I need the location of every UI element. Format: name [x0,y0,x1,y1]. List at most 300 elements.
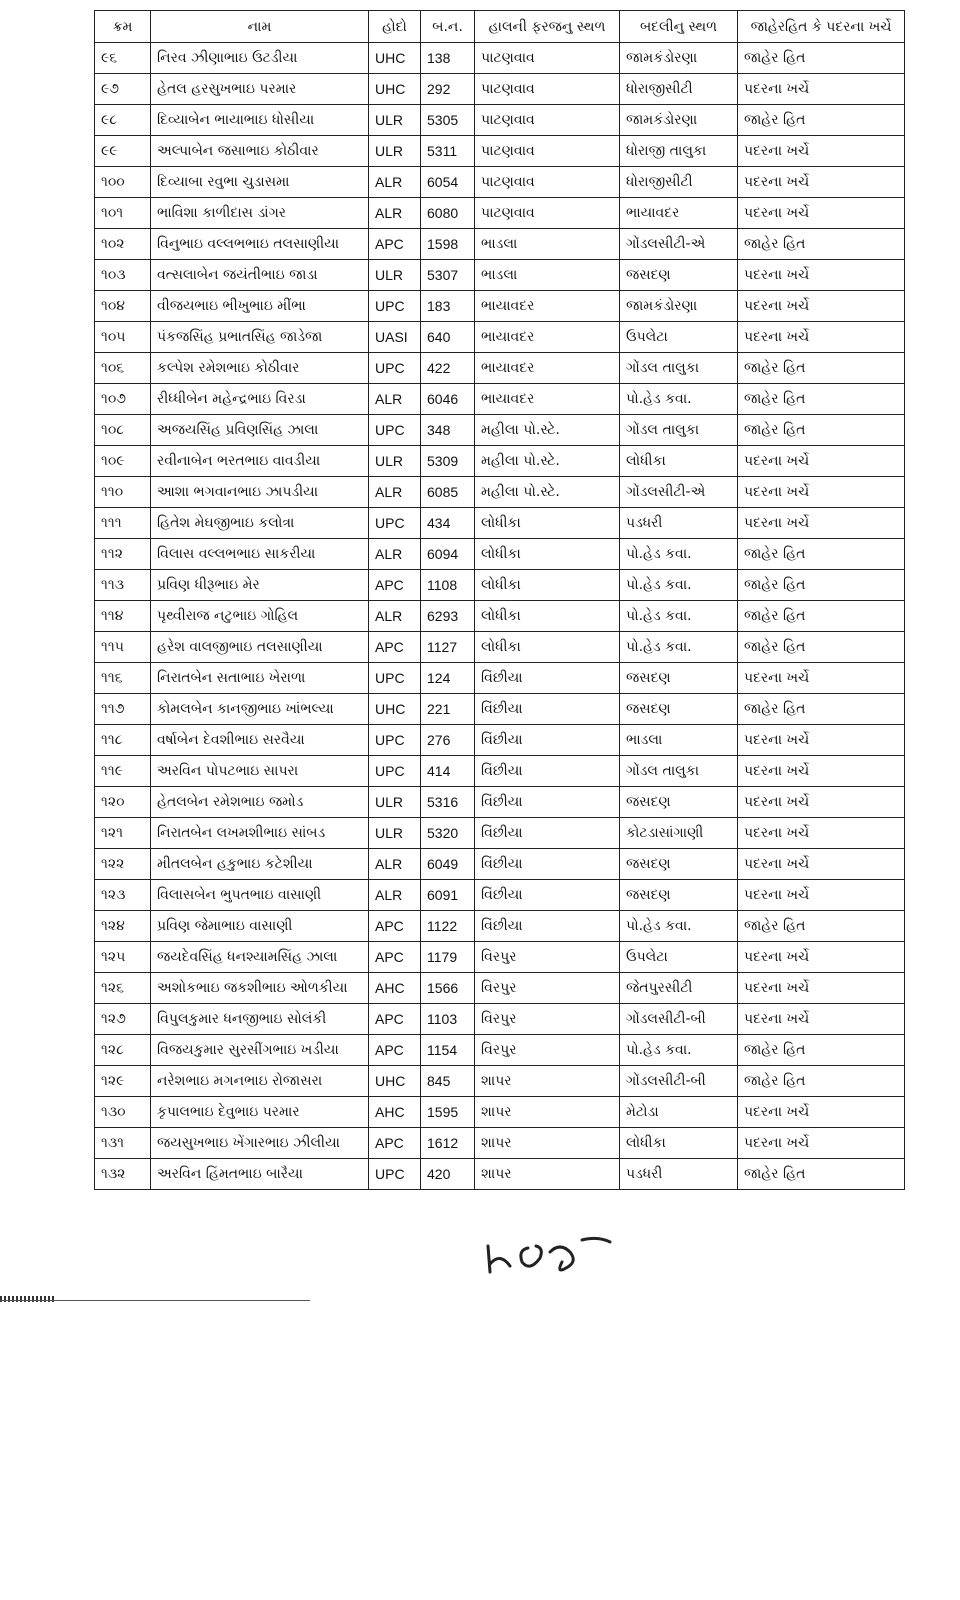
cell-name: મીતલબેન હકુભાઇ કટેશીયા [151,849,369,880]
cell-transfer-place: ગોંડલ તાલુકા [620,415,738,446]
cell-current-posting: પાટણવાવ [475,136,620,167]
table-row [95,880,905,911]
cell-transfer-basis: જાહેર હિત [738,632,905,663]
cell-serial: ૧૦૩ [95,260,151,291]
cell-designation: ULR [369,260,421,291]
footer-rule [0,1300,310,1301]
cell-current-posting: પાટણવાવ [475,198,620,229]
cell-current-posting: ભાયાવદર [475,291,620,322]
transfer-list-sheet [94,10,904,1190]
cell-buckle-number: 1179 [421,942,475,973]
cell-transfer-basis: પદરના ખર્ચે [738,756,905,787]
cell-name: જયસુખભાઇ ખેંગારભાઇ ઝીલીયા [151,1128,369,1159]
cell-serial: ૯૭ [95,74,151,105]
table-row [95,570,905,601]
cell-designation: UHC [369,43,421,74]
cell-buckle-number: 6091 [421,880,475,911]
cell-transfer-place: મેટોડા [620,1097,738,1128]
cell-buckle-number: 6049 [421,849,475,880]
cell-name: વિપુલકુમાર ધનજીભાઇ સોલંકી [151,1004,369,1035]
cell-buckle-number: 1598 [421,229,475,260]
cell-designation: ULR [369,446,421,477]
cell-current-posting: ભાયાવદર [475,384,620,415]
cell-serial: ૧૧૬ [95,663,151,694]
cell-current-posting: શાપર [475,1159,620,1190]
cell-serial: ૧૩૦ [95,1097,151,1128]
cell-transfer-basis: જાહેર હિત [738,1066,905,1097]
cell-designation: UHC [369,1066,421,1097]
cell-transfer-place: પો.હેડ કવા. [620,632,738,663]
cell-serial: ૧૦૨ [95,229,151,260]
cell-serial: ૧૦૦ [95,167,151,198]
cell-name: હેતલબેન રમેશભાઇ જમોડ [151,787,369,818]
scan-barcode-mark [0,1296,56,1302]
cell-buckle-number: 124 [421,663,475,694]
cell-current-posting: ભાયાવદર [475,353,620,384]
table-row [95,942,905,973]
cell-transfer-place: ધોરાજીસીટી [620,74,738,105]
cell-buckle-number: 5311 [421,136,475,167]
cell-designation: APC [369,1004,421,1035]
cell-transfer-place: પો.હેડ કવા. [620,601,738,632]
table-body [95,43,905,1190]
cell-name: પંકજસિંહ પ્રભાતસિંહ જાડેજા [151,322,369,353]
cell-name: કૃપાલભાઇ દેવુભાઇ પરમાર [151,1097,369,1128]
table-row [95,973,905,1004]
cell-current-posting: શાપર [475,1128,620,1159]
cell-transfer-place: જસદણ [620,880,738,911]
cell-designation: ULR [369,818,421,849]
table-row [95,74,905,105]
cell-name: વીજયભાઇ ભીખુભાઇ મીંભા [151,291,369,322]
cell-current-posting: વિંછીયા [475,725,620,756]
cell-current-posting: વિંછીયા [475,787,620,818]
cell-transfer-basis: પદરના ખર્ચે [738,508,905,539]
cell-serial: ૯૬ [95,43,151,74]
cell-designation: ALR [369,601,421,632]
header-transfer-place: બદલીનુ સ્થળ [620,11,738,43]
cell-current-posting: લોધીકા [475,632,620,663]
table-row [95,1066,905,1097]
cell-transfer-basis: પદરના ખર્ચે [738,880,905,911]
cell-designation: UPC [369,756,421,787]
cell-buckle-number: 1612 [421,1128,475,1159]
cell-transfer-basis: જાહેર હિત [738,105,905,136]
cell-serial: ૧૦૭ [95,384,151,415]
table-row [95,601,905,632]
cell-transfer-basis: જાહેર હિત [738,1159,905,1190]
cell-current-posting: વિંછીયા [475,880,620,911]
cell-transfer-place: જસદણ [620,663,738,694]
cell-current-posting: લોધીકા [475,508,620,539]
cell-current-posting: પાટણવાવ [475,43,620,74]
table-row [95,260,905,291]
cell-buckle-number: 6080 [421,198,475,229]
cell-current-posting: મહીલા પો.સ્ટે. [475,477,620,508]
cell-transfer-basis: જાહેર હિત [738,911,905,942]
cell-buckle-number: 5307 [421,260,475,291]
cell-transfer-place: જામકંડોરણા [620,291,738,322]
cell-buckle-number: 348 [421,415,475,446]
cell-current-posting: લોધીકા [475,539,620,570]
cell-current-posting: ભાડલા [475,260,620,291]
cell-designation: ALR [369,167,421,198]
cell-name: દિવ્યાબા રવુભા ચુડાસમા [151,167,369,198]
cell-transfer-place: લોધીકા [620,446,738,477]
table-row [95,167,905,198]
table-row [95,477,905,508]
cell-buckle-number: 6046 [421,384,475,415]
table-row [95,1004,905,1035]
cell-current-posting: વિંછીયા [475,756,620,787]
table-row [95,1128,905,1159]
cell-current-posting: વિંછીયા [475,694,620,725]
cell-transfer-basis: જાહેર હિત [738,601,905,632]
table-row [95,694,905,725]
cell-transfer-basis: જાહેર હિત [738,539,905,570]
cell-current-posting: લોધીકા [475,601,620,632]
transfer-table [94,10,905,1190]
table-row [95,849,905,880]
cell-buckle-number: 6293 [421,601,475,632]
table-row [95,43,905,74]
cell-buckle-number: 1127 [421,632,475,663]
cell-name: વત્સલાબેન જયંતીભાઇ જાડા [151,260,369,291]
cell-designation: ALR [369,849,421,880]
cell-buckle-number: 5316 [421,787,475,818]
cell-name: ભાવિશા કાળીદાસ ડાંગર [151,198,369,229]
cell-designation: UASI [369,322,421,353]
cell-designation: ALR [369,198,421,229]
cell-serial: ૧૦૮ [95,415,151,446]
cell-name: પૃથ્વીરાજ નટુભાઇ ગોહિલ [151,601,369,632]
cell-transfer-basis: પદરના ખર્ચે [738,942,905,973]
table-header-row [95,11,905,43]
cell-transfer-place: ઉપલેટા [620,322,738,353]
cell-name: અરવિન હિંમતભાઇ બારૈયા [151,1159,369,1190]
cell-transfer-place: ગોંડલસીટી-બી [620,1004,738,1035]
cell-name: અજયસિંહ પ્રવિણસિંહ ઝાલા [151,415,369,446]
cell-transfer-basis: જાહેર હિત [738,353,905,384]
cell-designation: APC [369,229,421,260]
cell-transfer-place: પો.હેડ કવા. [620,570,738,601]
cell-serial: ૧૨૭ [95,1004,151,1035]
cell-serial: ૧૨૬ [95,973,151,1004]
cell-transfer-place: જસદણ [620,849,738,880]
cell-designation: AHC [369,1097,421,1128]
cell-buckle-number: 845 [421,1066,475,1097]
cell-current-posting: ભાયાવદર [475,322,620,353]
cell-current-posting: પાટણવાવ [475,105,620,136]
cell-designation: ALR [369,539,421,570]
cell-buckle-number: 1122 [421,911,475,942]
cell-current-posting: મહીલા પો.સ્ટે. [475,415,620,446]
cell-buckle-number: 138 [421,43,475,74]
cell-transfer-place: પો.હેડ કવા. [620,911,738,942]
cell-serial: ૧૨૦ [95,787,151,818]
cell-serial: ૧૨૫ [95,942,151,973]
cell-transfer-basis: પદરના ખર્ચે [738,322,905,353]
cell-current-posting: વિરપુર [475,942,620,973]
cell-designation: APC [369,911,421,942]
cell-transfer-basis: જાહેર હિત [738,415,905,446]
cell-transfer-place: ગોંડલસીટી-એ [620,477,738,508]
cell-designation: UPC [369,663,421,694]
cell-name: આશા ભગવાનભાઇ ઝાપડીયા [151,477,369,508]
table-row [95,539,905,570]
cell-transfer-place: પો.હેડ કવા. [620,1035,738,1066]
cell-designation: APC [369,1035,421,1066]
cell-transfer-place: જેતપુરસીટી [620,973,738,1004]
cell-current-posting: શાપર [475,1097,620,1128]
cell-name: કોમલબેન કાનજીભાઇ ખાંભલ્યા [151,694,369,725]
cell-name: પ્રવિણ જેમાભાઇ વાસાણી [151,911,369,942]
cell-buckle-number: 221 [421,694,475,725]
cell-serial: ૧૨૨ [95,849,151,880]
table-row [95,818,905,849]
table-row [95,911,905,942]
cell-buckle-number: 292 [421,74,475,105]
cell-serial: ૧૧૧ [95,508,151,539]
cell-name: અલ્પાબેન જસાભાઇ કોઠીવાર [151,136,369,167]
cell-transfer-place: પો.હેડ કવા. [620,539,738,570]
cell-serial: ૧૨૧ [95,818,151,849]
cell-transfer-basis: પદરના ખર્ચે [738,477,905,508]
cell-serial: ૧૦૫ [95,322,151,353]
cell-name: હરેશ વાલજીભાઇ તલસાણીયા [151,632,369,663]
cell-name: જયદેવસિંહ ધનશ્યામસિંહ ઝાલા [151,942,369,973]
header-serial: ક્રમ [95,11,151,43]
cell-transfer-basis: પદરના ખર્ચે [738,260,905,291]
header-transfer-basis: જાહેરહિત કે પદરના ખર્ચે [738,11,905,43]
header-buckle-number: બ.ન. [421,11,475,43]
table-row [95,229,905,260]
cell-serial: ૧૧૨ [95,539,151,570]
cell-transfer-place: જસદણ [620,787,738,818]
table-row [95,1159,905,1190]
cell-transfer-place: ગોંડલસીટી-એ [620,229,738,260]
table-row [95,384,905,415]
cell-transfer-basis: પદરના ખર્ચે [738,167,905,198]
cell-transfer-place: જસદણ [620,694,738,725]
cell-name: રવીનાબેન ભરતભાઇ વાવડીયા [151,446,369,477]
cell-transfer-place: ઉપલેટા [620,942,738,973]
cell-name: વર્ષાબેન દેવશીભાઇ સરવૈયા [151,725,369,756]
cell-designation: UPC [369,725,421,756]
cell-serial: ૧૦૪ [95,291,151,322]
cell-transfer-basis: જાહેર હિત [738,694,905,725]
cell-name: વિનુભાઇ વલ્લભભાઇ તલસાણીયા [151,229,369,260]
cell-serial: ૧૧૮ [95,725,151,756]
table-row [95,508,905,539]
cell-serial: ૧૨૯ [95,1066,151,1097]
cell-current-posting: વિરપુર [475,1004,620,1035]
cell-name: વિજયકુમાર સુરસીંગભાઇ ખડીયા [151,1035,369,1066]
cell-transfer-basis: પદરના ખર્ચે [738,818,905,849]
cell-serial: ૧૧૫ [95,632,151,663]
cell-transfer-basis: પદરના ખર્ચે [738,1128,905,1159]
cell-buckle-number: 6054 [421,167,475,198]
cell-designation: UPC [369,291,421,322]
cell-transfer-basis: જાહેર હિત [738,384,905,415]
cell-name: હેતલ હરસુખભાઇ પરમાર [151,74,369,105]
cell-name: અરવિન પોપટભાઇ સાપરા [151,756,369,787]
cell-buckle-number: 1566 [421,973,475,1004]
cell-current-posting: વિંછીયા [475,818,620,849]
cell-designation: ULR [369,787,421,818]
cell-transfer-place: પડધરી [620,1159,738,1190]
cell-buckle-number: 5305 [421,105,475,136]
cell-serial: ૯૯ [95,136,151,167]
cell-designation: ALR [369,384,421,415]
cell-serial: ૧૩૧ [95,1128,151,1159]
cell-buckle-number: 6085 [421,477,475,508]
cell-buckle-number: 640 [421,322,475,353]
cell-transfer-place: ગોંડલ તાલુકા [620,756,738,787]
cell-current-posting: પાટણવાવ [475,74,620,105]
cell-transfer-place: જસદણ [620,260,738,291]
cell-buckle-number: 414 [421,756,475,787]
table-row [95,291,905,322]
cell-transfer-place: ધોરાજીસીટી [620,167,738,198]
cell-serial: ૧૨૪ [95,911,151,942]
cell-current-posting: વિંછીયા [475,911,620,942]
table-row [95,198,905,229]
cell-serial: ૧૨૮ [95,1035,151,1066]
cell-transfer-basis: પદરના ખર્ચે [738,74,905,105]
cell-transfer-basis: પદરના ખર્ચે [738,973,905,1004]
cell-current-posting: મહીલા પો.સ્ટે. [475,446,620,477]
cell-current-posting: ભાડલા [475,229,620,260]
cell-name: વિલાસ વલ્લભભાઇ સાકરીયા [151,539,369,570]
cell-transfer-place: ધોરાજી તાલુકા [620,136,738,167]
cell-designation: UPC [369,353,421,384]
table-row [95,415,905,446]
cell-current-posting: વિરપુર [475,1035,620,1066]
cell-transfer-place: ભાડલા [620,725,738,756]
cell-designation: APC [369,632,421,663]
cell-transfer-basis: પદરના ખર્ચે [738,663,905,694]
cell-name: અશોકભાઇ જકશીભાઇ ઓળકીયા [151,973,369,1004]
cell-serial: ૧૦૧ [95,198,151,229]
cell-serial: ૧૦૬ [95,353,151,384]
table-row [95,787,905,818]
cell-transfer-basis: પદરના ખર્ચે [738,198,905,229]
table-row [95,756,905,787]
cell-transfer-basis: પદરના ખર્ચે [738,291,905,322]
cell-buckle-number: 434 [421,508,475,539]
cell-transfer-basis: જાહેર હિત [738,570,905,601]
table-row [95,446,905,477]
cell-serial: ૧૩૨ [95,1159,151,1190]
cell-buckle-number: 1108 [421,570,475,601]
cell-transfer-place: લોધીકા [620,1128,738,1159]
cell-name: નરેશભાઇ મગનભાઇ રોજાસરા [151,1066,369,1097]
cell-buckle-number: 1103 [421,1004,475,1035]
table-row [95,1097,905,1128]
cell-buckle-number: 420 [421,1159,475,1190]
cell-buckle-number: 422 [421,353,475,384]
cell-transfer-place: ભાયાવદર [620,198,738,229]
cell-serial: ૧૦૯ [95,446,151,477]
cell-transfer-place: ગોંડલ તાલુકા [620,353,738,384]
handwritten-signature-icon [470,1222,630,1282]
cell-transfer-basis: પદરના ખર્ચે [738,136,905,167]
cell-current-posting: વિરપુર [475,973,620,1004]
cell-buckle-number: 5320 [421,818,475,849]
cell-designation: AHC [369,973,421,1004]
cell-transfer-place: પડધરી [620,508,738,539]
cell-buckle-number: 1595 [421,1097,475,1128]
cell-designation: ULR [369,105,421,136]
cell-transfer-basis: પદરના ખર્ચે [738,725,905,756]
cell-transfer-place: જામકંડોરણા [620,105,738,136]
cell-designation: ULR [369,136,421,167]
cell-designation: UPC [369,415,421,446]
cell-serial: ૧૧૩ [95,570,151,601]
cell-serial: ૧૧૭ [95,694,151,725]
cell-designation: ALR [369,477,421,508]
cell-designation: UHC [369,74,421,105]
cell-current-posting: લોધીકા [475,570,620,601]
cell-transfer-basis: પદરના ખર્ચે [738,446,905,477]
cell-transfer-basis: પદરના ખર્ચે [738,849,905,880]
cell-serial: ૧૧૦ [95,477,151,508]
cell-buckle-number: 1154 [421,1035,475,1066]
header-designation: હોદો [369,11,421,43]
cell-name: પ્રવિણ ધીરૂભાઇ મેર [151,570,369,601]
cell-serial: ૧૨૩ [95,880,151,911]
cell-transfer-basis: પદરના ખર્ચે [738,1097,905,1128]
cell-serial: ૯૮ [95,105,151,136]
table-row [95,1035,905,1066]
cell-buckle-number: 183 [421,291,475,322]
table-row [95,322,905,353]
cell-transfer-basis: જાહેર હિત [738,1035,905,1066]
cell-transfer-place: પો.હેડ કવા. [620,384,738,415]
header-name: નામ [151,11,369,43]
cell-designation: ALR [369,880,421,911]
cell-transfer-place: જામકંડોરણા [620,43,738,74]
cell-name: દિવ્યાબેન ભાયાભાઇ ધોસીયા [151,105,369,136]
cell-transfer-basis: જાહેર હિત [738,229,905,260]
cell-designation: UHC [369,694,421,725]
cell-transfer-basis: પદરના ખર્ચે [738,1004,905,1035]
table-row [95,663,905,694]
cell-transfer-place: કોટડાસાંગાણી [620,818,738,849]
cell-buckle-number: 5309 [421,446,475,477]
cell-transfer-basis: પદરના ખર્ચે [738,787,905,818]
cell-buckle-number: 276 [421,725,475,756]
cell-name: વિલાસબેન ભુપતભાઇ વાસાણી [151,880,369,911]
cell-serial: ૧૧૯ [95,756,151,787]
header-current-posting: હાલની ફરજનુ સ્થળ [475,11,620,43]
cell-name: નિરાતબેન સતાભાઇ ખેરાળા [151,663,369,694]
cell-name: કલ્પેશ રમેશભાઇ કોઠીવાર [151,353,369,384]
cell-name: નિરાતબેન લખમશીભાઇ સાંબડ [151,818,369,849]
cell-transfer-basis: જાહેર હિત [738,43,905,74]
cell-current-posting: શાપર [475,1066,620,1097]
table-row [95,353,905,384]
cell-current-posting: પાટણવાવ [475,167,620,198]
cell-name: રીધ્ધીબેન મહેન્દ્રભાઇ વિરડા [151,384,369,415]
cell-transfer-place: ગોંડલસીટી-બી [620,1066,738,1097]
table-row [95,136,905,167]
table-row [95,105,905,136]
cell-current-posting: વિંછીયા [475,663,620,694]
cell-name: નિરવ ઝીણાભાઇ ઉટડીયા [151,43,369,74]
cell-serial: ૧૧૪ [95,601,151,632]
